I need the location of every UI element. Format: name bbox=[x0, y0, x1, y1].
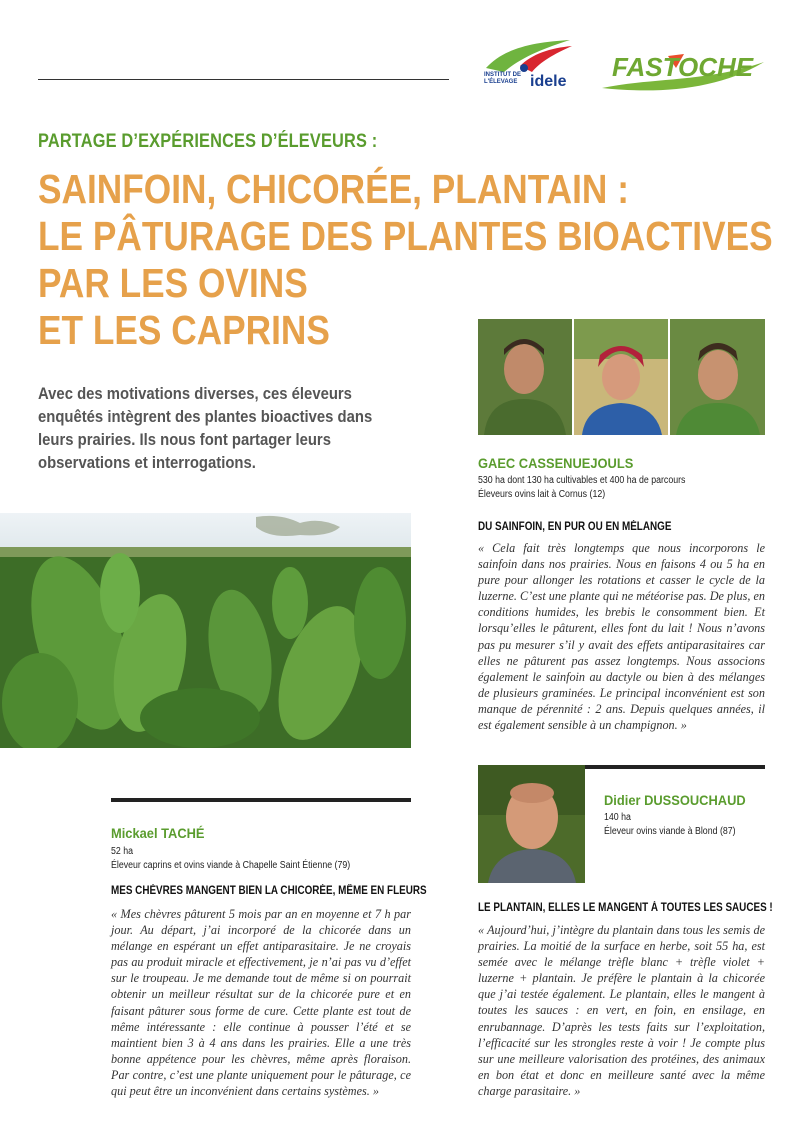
gaec-description: Éleveurs ovins lait à Cornus (12) bbox=[478, 489, 606, 500]
title-line-1: SAINFOIN, CHICORÉE, PLANTAIN : bbox=[38, 166, 629, 212]
title-line-2: LE PÂTURAGE DES PLANTES BIOACTIVES bbox=[38, 213, 773, 259]
idele-wordmark: idele bbox=[530, 73, 567, 90]
idele-swoosh-icon bbox=[484, 38, 574, 74]
field-photo bbox=[0, 513, 411, 748]
gaec-name: GAEC CASSENUEJOULS bbox=[478, 455, 634, 471]
mickael-name: Mickael TACHÉ bbox=[111, 825, 205, 841]
didier-subtitle: LE PLANTAIN, ELLES LE MANGENT À TOUTES LES SAUCES ! bbox=[478, 902, 773, 914]
fastoche-wordmark: FASTOCHE bbox=[612, 52, 754, 82]
mickael-rule bbox=[111, 798, 411, 802]
mickael-area: 52 ha bbox=[111, 846, 134, 857]
idele-small-text: INSTITUT DE L'ÉLEVAGE bbox=[484, 72, 521, 85]
title-line-3: PAR LES OVINS bbox=[38, 260, 308, 306]
mickael-description: Éleveur caprins et ovins viande à Chapelle Saint Étienne (79) bbox=[111, 860, 351, 871]
didier-name: Didier DUSSOUCHAUD bbox=[604, 792, 746, 808]
gaec-subtitle: DU SAINFOIN, EN PUR OU EN MÉLANGE bbox=[478, 521, 672, 533]
mickael-subtitle: MES CHÈVRES MANGENT BIEN LA CHICORÉE, MÊME EN FLEURS bbox=[111, 885, 427, 897]
header-rule bbox=[38, 79, 449, 80]
gaec-quote: « Cela fait très longtemps que nous incorporons le sainfoin dans nos prairies. Nous en faisons 4 ou 5 ha en pure pour allonger les rotations et casser le cycle de la luzerne. C’est une plante qui ne météorise pas. De plus, en conditions humides, les brebis le consomment bien. Et lorsqu’elles le pâturent, elles font du lait ! Nous n’avons pas pu mesurer s’il y avait des effets antiparasitaires car elles ne pâturent pas assez longtemps. Nous associons également le sainfoin au dactyle ou bien à des mélanges de plusieurs graminées. Le principal inconvénient est son manque de pérennité : 2 ans. Depuis quelques années, il est également sensible à un champignon. » bbox=[478, 541, 765, 733]
article-intro: Avec des motivations diverses, ces éleveurs enquêtés intègrent des plantes bioactives dans leurs prairies. Ils nous font partager leurs observations et interrogations. bbox=[38, 385, 373, 472]
article-kicker: PARTAGE D’EXPÉRIENCES D’ÉLEVEURS : bbox=[38, 131, 378, 152]
didier-photo bbox=[478, 765, 585, 883]
fastoche-logo bbox=[598, 42, 768, 94]
title-line-4: ET LES CAPRINS bbox=[38, 307, 330, 353]
gaec-area: 530 ha dont 130 ha cultivables et 400 ha de parcours bbox=[478, 475, 686, 486]
gaec-photo bbox=[478, 319, 765, 435]
didier-area: 140 ha bbox=[604, 812, 631, 823]
didier-description: Éleveur ovins viande à Blond (87) bbox=[604, 826, 736, 837]
mickael-quote: « Mes chèvres pâturent 5 mois par an en moyenne et 7 h par jour. Au départ, j’ai incorporé de la chicorée dans un mélange en espérant un effet antiparasitaire. Je ne croyais pas au produit miracle et effectivement, je n’ai pas vu d’effet sur le troupeau. Je me demande tout de même si on pourrait obtenir un meilleur résultat sur de la chicorée pure et en faisant pâturer sous forme de cure. Cette plante est tout de même intéressante : elle continue à pousser l’été et se maintient bien 3 à 4 ans dans les prairies. Elle a une très bonne appétence pour les chèvres, même après floraison. Par contre, c’est une plante uniquement pour le pâturage, ce qui peut être un inconvénient dans certains systèmes. » bbox=[111, 907, 411, 1099]
didier-quote: « Aujourd’hui, j’intègre du plantain dans tous les semis de prairies. La moitié de la surface en herbe, soit 55 ha, est semée avec le mélange trèfle blanc + trèfle violet + luzerne + plantain. Je préfère le plantain à la chicorée que j’ai testée également. Le plantain, elles le mangent à toutes les sauces : en vert, en foin, en ensilage, en enrubannage. D’après les tests faits sur l’exploitation, l’efficacité sur les strongles reste à voir ! Je compte plus sur une meilleure valorisation des protéines, des animaux en bon état et donc en meilleure santé avec la même charge parasitaire. » bbox=[478, 923, 765, 1098]
